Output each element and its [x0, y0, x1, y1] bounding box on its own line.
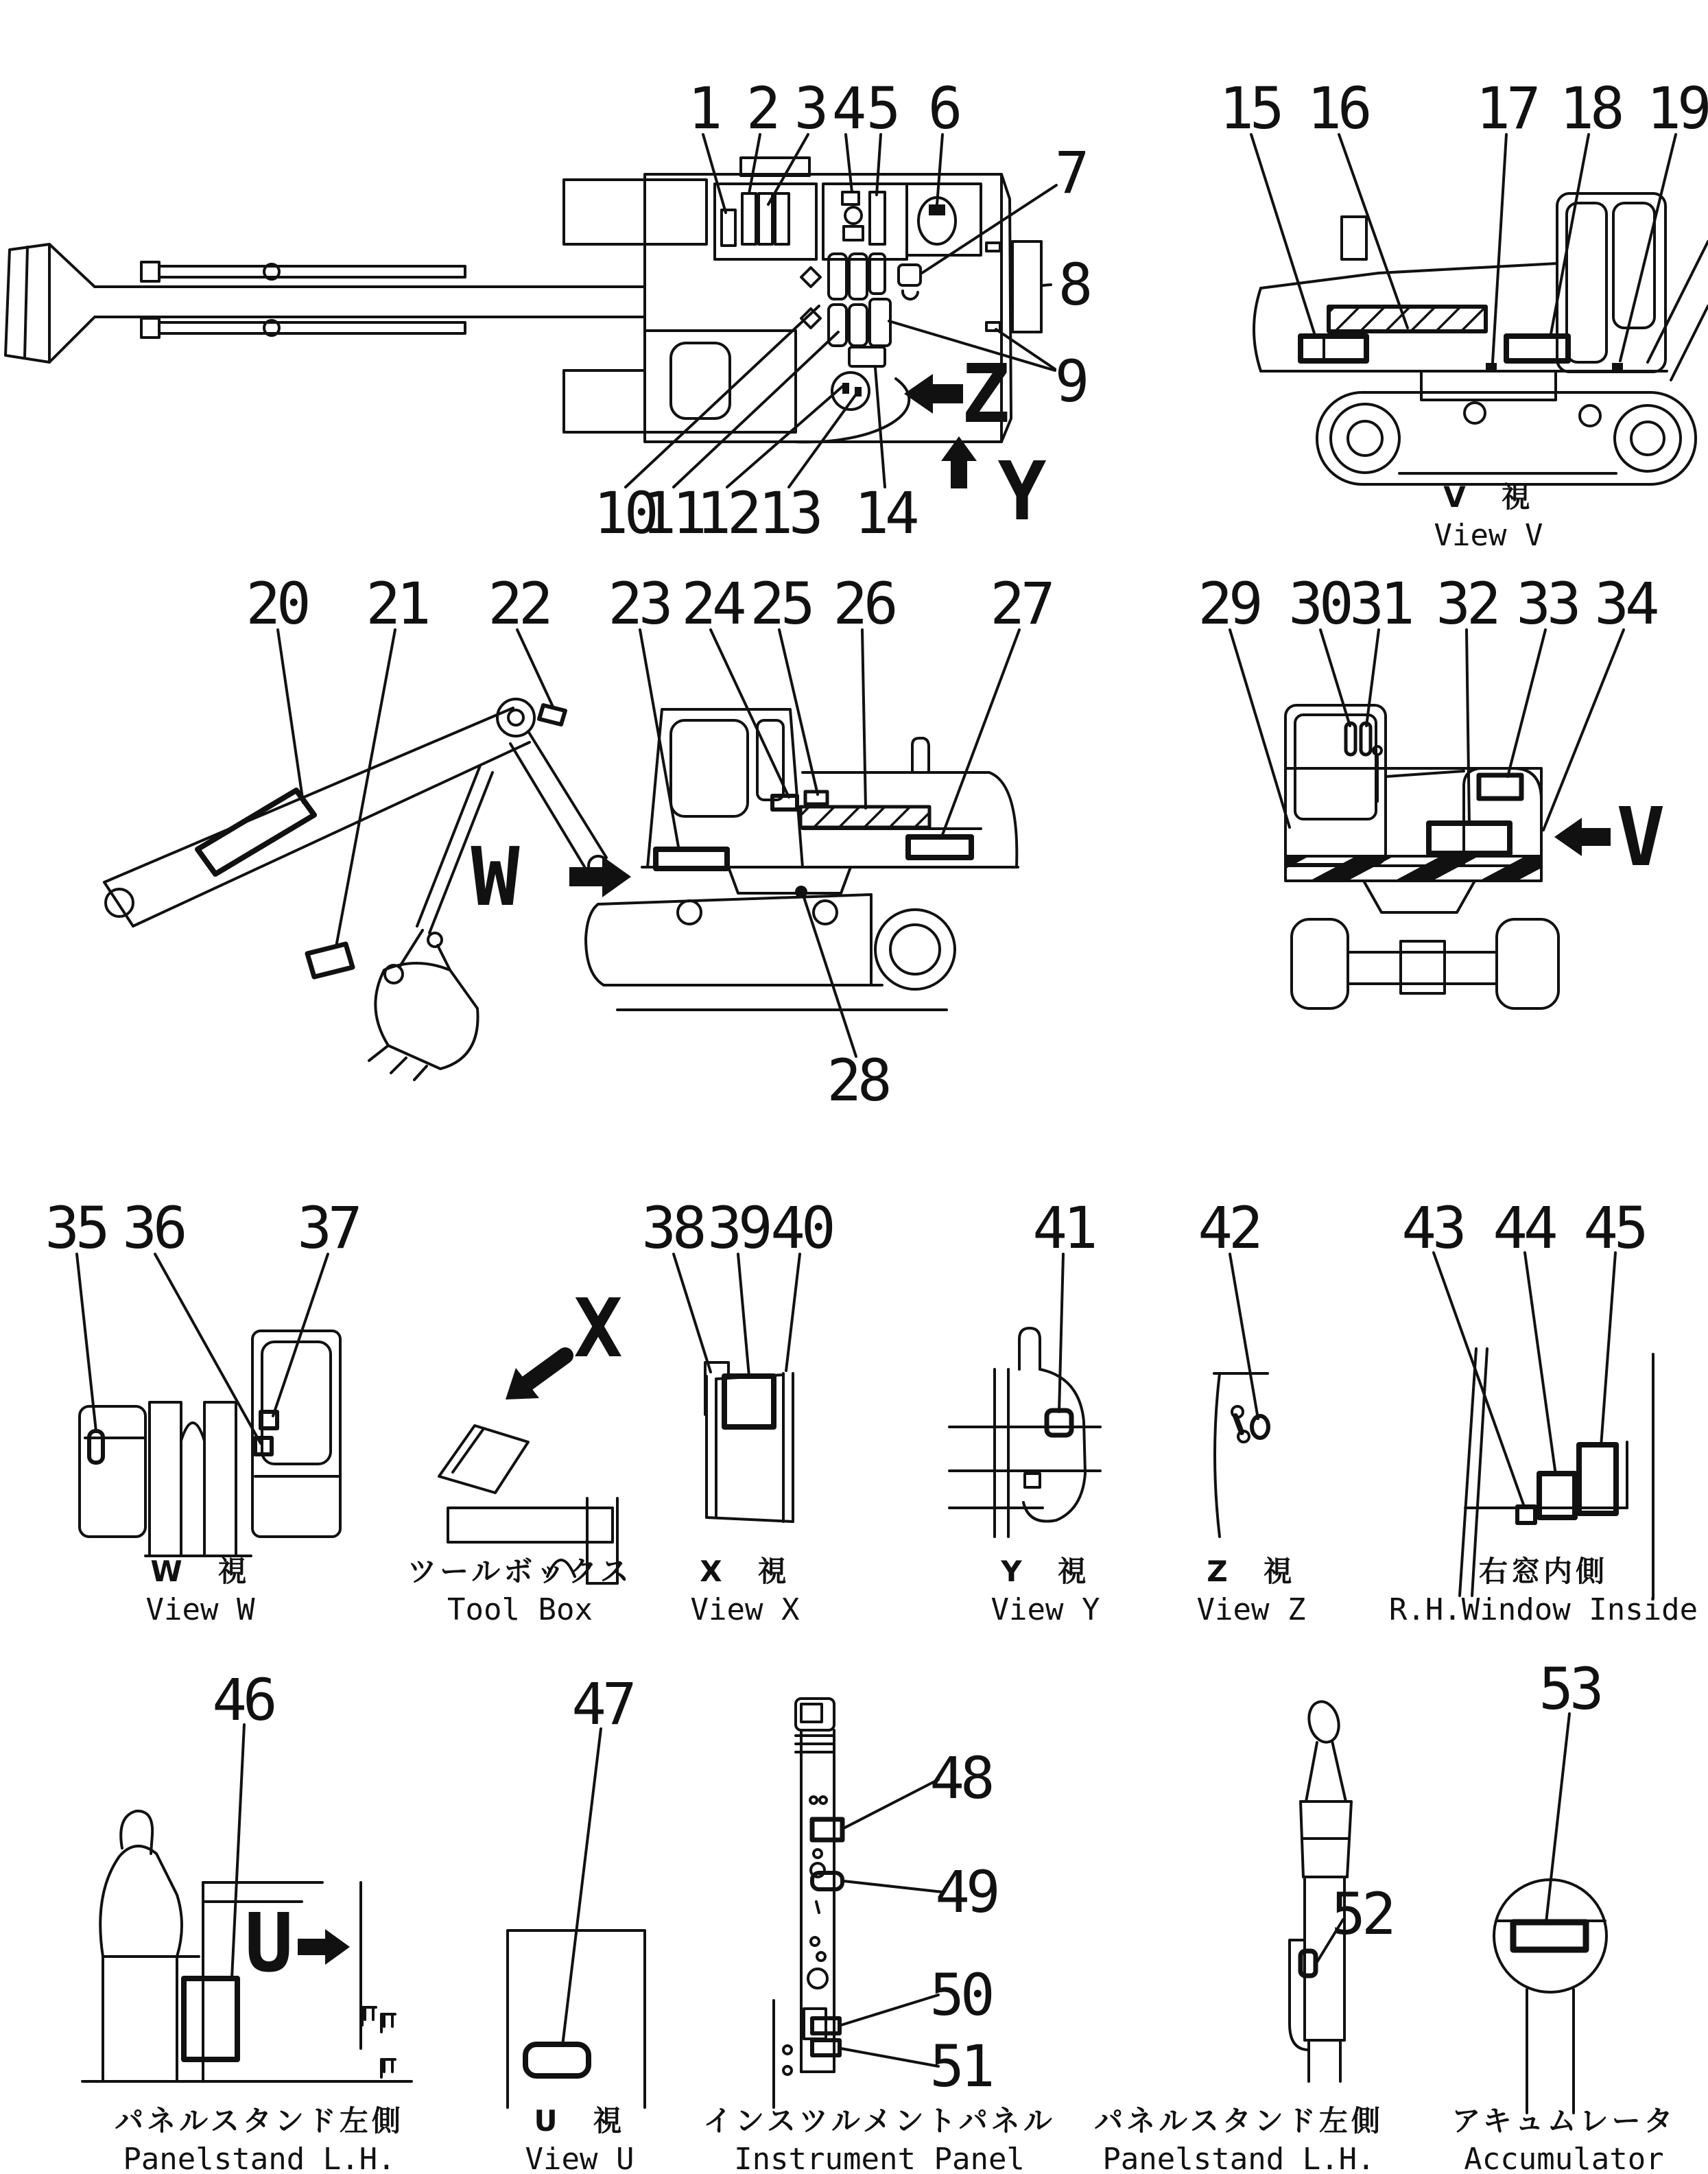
callout-5: 5	[866, 75, 897, 142]
caption-view-w	[146, 1552, 255, 1629]
caption-view-u-jp: U 視	[534, 2104, 626, 2138]
callout-49: 49	[935, 1858, 997, 1926]
caption-panelstand-lh	[115, 2102, 404, 2174]
callout-23: 23	[608, 570, 669, 637]
view-z-arrow-icon	[904, 374, 963, 414]
view-x-letter: X	[573, 1281, 623, 1375]
caption-accumulator	[1451, 2102, 1676, 2174]
caption-view-z	[1197, 1552, 1306, 1629]
caption-tool-box	[407, 1552, 632, 1629]
callout-14: 14	[854, 480, 916, 547]
callout-45: 45	[1583, 1194, 1645, 1262]
caption-view-w-jp: W 視	[150, 1555, 250, 1588]
caption-view-u	[525, 2102, 634, 2174]
caption-instrument-panel	[703, 2102, 1056, 2174]
caption-view-z-en: View Z	[1196, 1592, 1306, 1627]
view-v-drawing	[1254, 193, 1708, 484]
machine-top-view-drawing	[5, 158, 1041, 442]
caption-view-y-en: View Y	[991, 1592, 1100, 1627]
callout-51: 51	[929, 2033, 991, 2100]
view-x-arrow-icon	[506, 1356, 565, 1399]
callout-11: 11	[641, 480, 703, 547]
callout-10: 10	[593, 480, 655, 547]
caption-view-v	[1434, 478, 1543, 555]
view-w-letter: W	[471, 829, 520, 924]
caption-view-y	[991, 1552, 1100, 1629]
caption-view-u-en: View U	[525, 2142, 634, 2174]
callout-28: 28	[827, 1047, 888, 1114]
callout-20: 20	[246, 570, 307, 637]
callout-19: 19	[1646, 75, 1708, 142]
callout-4: 4	[831, 75, 863, 142]
caption-view-z-jp: Z 視	[1207, 1555, 1296, 1588]
callout-16: 16	[1307, 75, 1368, 142]
view-u-drawing	[508, 1930, 645, 2107]
callout-27: 27	[990, 570, 1052, 637]
view-y-drawing	[949, 1328, 1100, 1537]
callout-7: 7	[1054, 139, 1086, 206]
caption-view-v-jp: V 視	[1443, 480, 1534, 514]
callout-15: 15	[1219, 75, 1281, 142]
callout-41: 41	[1032, 1194, 1094, 1262]
caption-tool-box-jp: ツールボックス	[407, 1555, 632, 1588]
caption-panelstand-lh-2-jp: パネルスタンド左側	[1094, 2104, 1384, 2138]
caption-instrument-panel-jp: インスツルメントパネル	[703, 2104, 1056, 2138]
callout-43: 43	[1401, 1194, 1463, 1262]
callout-26: 26	[833, 570, 894, 637]
callout-44: 44	[1493, 1194, 1554, 1262]
callout-32: 32	[1436, 570, 1497, 637]
callout-13: 13	[758, 480, 820, 547]
callout-17: 17	[1475, 75, 1537, 142]
view-z-drawing	[1214, 1373, 1268, 1537]
callout-6: 6	[927, 75, 959, 142]
caption-rh-window-inside	[1389, 1552, 1698, 1629]
callout-21: 21	[366, 570, 427, 637]
callout-1: 1	[687, 75, 719, 142]
caption-view-x-jp: X 視	[700, 1555, 790, 1588]
caption-tool-box-en: Tool Box	[447, 1592, 593, 1627]
caption-accumulator-en: Accumulator	[1464, 2142, 1664, 2174]
callout-50: 50	[929, 1961, 991, 2029]
callout-39: 39	[707, 1194, 769, 1262]
caption-panelstand-lh-2-en: Panelstand L.H.	[1102, 2142, 1375, 2174]
machine-rear-view-drawing	[1285, 705, 1558, 1008]
callout-8: 8	[1058, 251, 1089, 318]
callout-3: 3	[794, 75, 825, 142]
callout-31: 31	[1349, 570, 1411, 637]
view-w-drawing	[80, 1331, 340, 1556]
view-y-letter: Y	[997, 444, 1047, 539]
caption-rh-window-inside-jp: 右窓内側	[1478, 1555, 1608, 1588]
view-z-letter: Z	[961, 346, 1010, 441]
callout-37: 37	[297, 1194, 359, 1262]
callout-35: 35	[45, 1194, 106, 1262]
callout-53: 53	[1539, 1655, 1600, 1723]
callout-33: 33	[1516, 570, 1578, 637]
callout-40: 40	[770, 1194, 832, 1262]
callout-2: 2	[746, 75, 777, 142]
caption-rh-window-inside-en: R.H.Window Inside	[1388, 1592, 1698, 1627]
callout-18: 18	[1559, 75, 1621, 142]
view-v-arrow-icon	[1554, 818, 1611, 856]
callout-25: 25	[750, 570, 811, 637]
accumulator-drawing	[1494, 1880, 1606, 2113]
callout-9: 9	[1054, 348, 1086, 415]
caption-view-x	[691, 1552, 800, 1629]
caption-panelstand-lh-2	[1094, 2102, 1384, 2174]
view-u-letter: U	[244, 1895, 294, 1990]
callout-24: 24	[681, 570, 743, 637]
callout-12: 12	[696, 480, 758, 547]
view-v-letter: V	[1616, 790, 1665, 884]
callout-34: 34	[1594, 570, 1656, 637]
callout-47: 47	[571, 1670, 633, 1738]
instrument-panel-drawing	[774, 1699, 842, 2107]
callout-52: 52	[1331, 1880, 1392, 1948]
caption-view-w-en: View W	[145, 1592, 255, 1627]
callout-29: 29	[1198, 570, 1259, 637]
callout-46: 46	[212, 1666, 274, 1734]
caption-accumulator-jp: アキュムレータ	[1451, 2104, 1676, 2138]
caption-view-y-jp: Y 視	[1001, 1555, 1090, 1588]
caption-panelstand-lh-jp: パネルスタンド左側	[115, 2104, 404, 2138]
callout-36: 36	[122, 1194, 184, 1262]
caption-instrument-panel-en: Instrument Panel	[734, 2142, 1025, 2174]
view-x-drawing	[705, 1362, 793, 1522]
callout-30: 30	[1288, 570, 1350, 637]
view-w-arrow-icon	[569, 856, 631, 897]
view-u-arrow-icon	[298, 1929, 350, 1965]
callout-38: 38	[641, 1194, 703, 1262]
callout-42: 42	[1198, 1194, 1259, 1262]
view-y-arrow-icon	[941, 436, 977, 488]
callout-48: 48	[929, 1745, 991, 1812]
callout-22: 22	[488, 570, 549, 637]
caption-panelstand-lh-en: Panelstand L.H.	[123, 2142, 396, 2174]
caption-view-v-en: View V	[1434, 518, 1543, 553]
caption-view-x-en: View X	[690, 1592, 800, 1627]
machine-left-view-drawing	[104, 699, 1018, 1080]
